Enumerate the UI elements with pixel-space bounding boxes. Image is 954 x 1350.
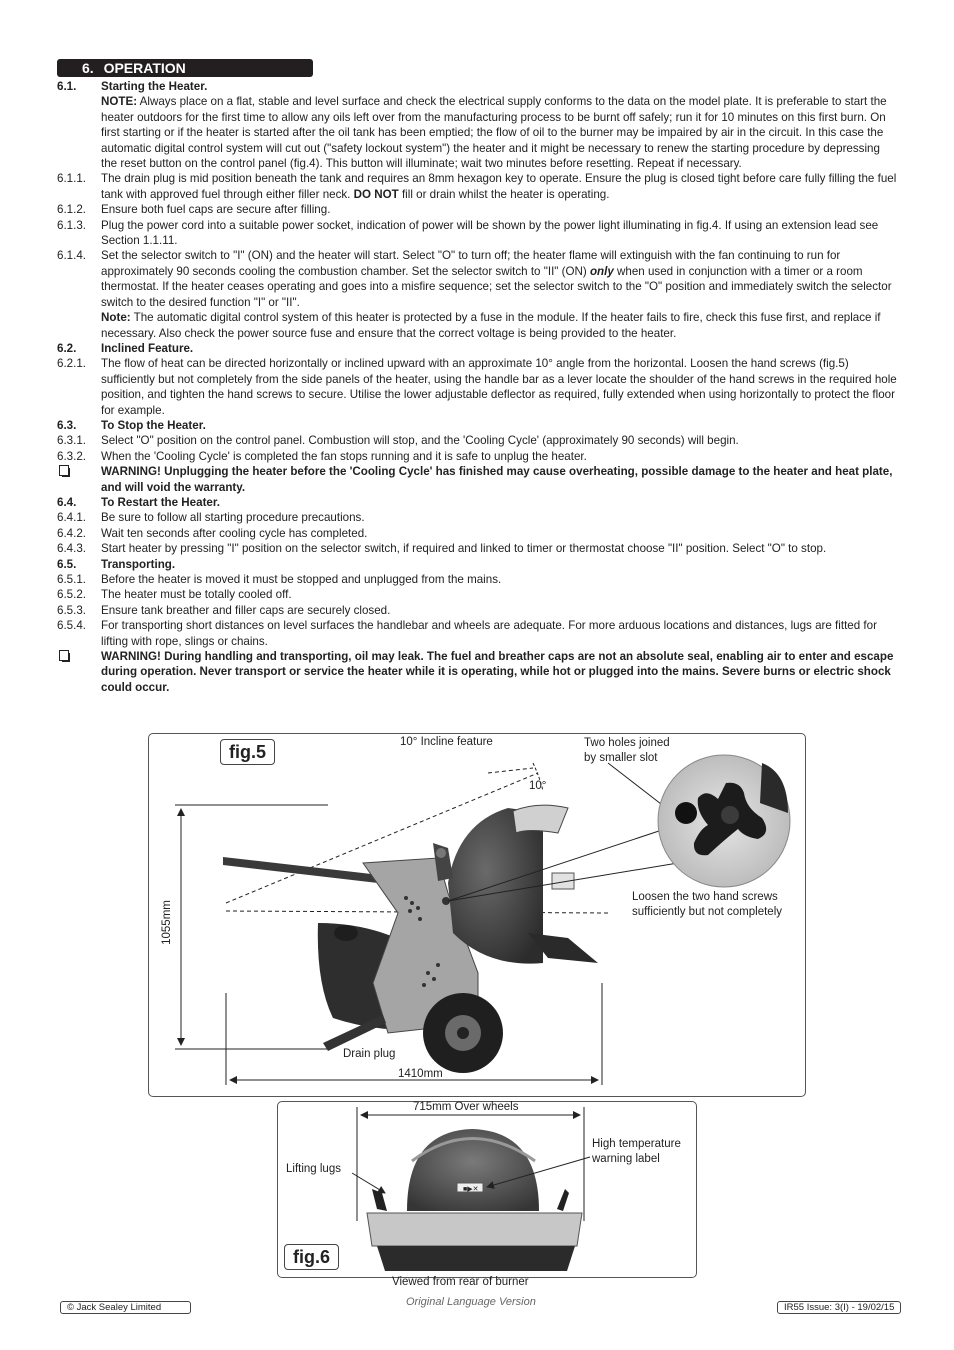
paragraph-number: 6.5. (57, 557, 77, 571)
paragraph-number: 6.1.3. (57, 218, 87, 232)
paragraph-row (57, 449, 897, 464)
operation-text (57, 79, 897, 695)
paragraph-number (57, 649, 101, 695)
paragraph-number: 6.3.1. (57, 434, 87, 448)
paragraph-text: Start heater by pressing "I" position on the selector switch, if required and linked to timer or thermostat choose "II" position. Select "O" to stop. (101, 542, 827, 556)
fig5-label: fig.5 (220, 739, 275, 765)
paragraph-row (57, 541, 897, 556)
paragraph-row (57, 495, 897, 510)
footer-center: Original Language Version (406, 1296, 536, 1308)
paragraph-row (57, 202, 897, 217)
paragraph-text: Ensure tank breather and filler caps are securely closed. (101, 603, 391, 617)
paragraph-row (57, 418, 897, 433)
paragraph-text: Select "O" position on the control panel. Combustion will stop, and the 'Cooling Cycle' (approximately 90 seconds) will begin. (101, 434, 739, 448)
paragraph-text: WARNING! Unplugging the heater before the 'Cooling Cycle' has finished may cause overheating, possible damage to the heater and heat plate, and will void the warranty. (101, 465, 893, 494)
svg-text:■▶✕: ■▶✕ (463, 1186, 479, 1193)
fig5-incline-label: 10° Incline feature (400, 736, 493, 748)
section-header (57, 59, 313, 77)
paragraph-text: Transporting. (101, 557, 176, 571)
section-number: 6. (82, 60, 94, 76)
paragraph-text: Ensure both fuel caps are secure after filling. (101, 203, 331, 217)
fig5-length-label: 1410mm (398, 1068, 443, 1080)
fig6-width-label: 715mm Over wheels (413, 1101, 519, 1113)
paragraph-row (57, 603, 897, 618)
paragraph-row (57, 341, 897, 356)
paragraph-number: 6.2. (57, 341, 77, 355)
paragraph-number: 6.3. (57, 418, 77, 432)
paragraph-number: 6.5.3. (57, 603, 87, 617)
paragraph-text: The flow of heat can be directed horizontally or inclined upward with an approximate 10° angle from the horizontal. Loosen the hand screws (fig.5) sufficiently but not completely from the side panels of the heater, using the handle bar as a lever locate the shoulder of the hand screws in the required hole position, and tighten the hand screws to secure. Utilise the lower adjustable deflector as required, fully extended when using horizontally to protect the floor for example. (101, 357, 897, 417)
section-title: OPERATION (103, 60, 186, 76)
paragraph-text: Before the heater is moved it must be stopped and unplugged from the mains. (101, 573, 502, 586)
paragraph-number: 6.4.1. (57, 511, 87, 525)
paragraph-text: Starting the Heater. NOTE: Always place on a flat, stable and level surface and check the electrical supply conforms to the data on the model plate. It is preferable to start the heater outdoors for the first time to allow any oils left over from the manufacturing process to be burnt off safely; run it for 10 minutes on this first burn. On first starting or if the heater is started after the oil tank has been emptied; the flow of oil to the burner may be impaired by air in the circuit. In this case the automatic digital control system will cut out ("safety lockout system") the heater and it might be necessary to renew the starting procedure by depressing the reset button on the control panel (fig.4). This button will illuminate; wait two minutes before resetting. Repeat if necessary. (101, 80, 887, 171)
paragraph-text: To Stop the Heater. (101, 418, 206, 432)
paragraph-number: 6.4.2. (57, 526, 87, 540)
paragraph-text: Set the selector switch to "I" (ON) and the heater will start. Select "O" to turn off; the heater flame will extinguish with the fan continuing to run for approximately 90 seconds cooling the combustion chamber. Set the selector switch to "II" (ON) only when used in conjunction with a timer or a room thermostat. If the heater ceases operating and goes into a misfire sequence; set the selector switch to the "O" position and immediately switch the selector switch to the desired function "I" or "II". Note: The automatic digital control system of this heater is protected by a fuse in the module. If the heater fails to fire, check this fuse first, and replace if necessary. Also check the power source fuse and ensure that the correct voltage is being provided to the heater. (101, 249, 892, 340)
paragraph-text: When the 'Cooling Cycle' is completed the fan stops running and it is safe to unplug the heater. (101, 449, 587, 463)
paragraph-row (57, 79, 897, 171)
paragraph-text: Plug the power cord into a suitable power socket, indication of power will be shown by the power light illuminating in fig.4. If using an extension lead see Section 1.1.11. (101, 218, 879, 248)
fig5-loosen-label-2: sufficiently but not completely (632, 906, 783, 918)
paragraph-row (57, 356, 897, 418)
warning-paragraph (57, 464, 897, 495)
checkbox-icon (59, 465, 69, 476)
paragraph-text: To Restart the Heater. (101, 495, 220, 509)
paragraph-row (57, 248, 897, 340)
fig5-holes-label-1: Two holes joined (584, 737, 670, 749)
footer-copyright: © Jack Sealey Limited (60, 1301, 191, 1314)
fig6-rear-illustration (277, 1101, 695, 1276)
paragraph-row (57, 572, 897, 587)
paragraph-text: The heater must be totally cooled off. (101, 588, 292, 602)
paragraph-row (57, 557, 897, 572)
paragraph-row (57, 526, 897, 541)
footer-issue: IR55 Issue: 3(I) - 19/02/15 (777, 1301, 901, 1314)
fig6-hightemp-label-1: High temperature (592, 1138, 681, 1150)
paragraph-text: For transporting short distances on level surfaces the handlebar and wheels are adequate. For more arduous locations and distances, lugs are fitted for lifting with rope, slings or chains. (101, 619, 877, 648)
paragraph-text: Wait ten seconds after cooling cycle has completed. (101, 526, 368, 540)
paragraph-row (57, 433, 897, 448)
paragraph-text: Inclined Feature. (101, 341, 194, 355)
fig5-heater-illustration (148, 733, 804, 1095)
fig6-hightemp-label-2: warning label (592, 1153, 660, 1165)
fig6-label: fig.6 (284, 1244, 339, 1270)
fig6-lugs-label: Lifting lugs (286, 1163, 341, 1175)
paragraph-number: 6.1.2. (57, 203, 87, 217)
paragraph-row (57, 587, 897, 602)
paragraph-text: Be sure to follow all starting procedure precautions. (101, 511, 365, 525)
paragraph-number: 6.1.4. (57, 249, 87, 263)
paragraph-number: 6.4.3. (57, 542, 87, 556)
fig6-viewed-label: Viewed from rear of burner (392, 1276, 529, 1288)
fig5-drain-label: Drain plug (343, 1048, 396, 1060)
paragraph-row (57, 171, 897, 202)
paragraph-number: 6.3.2. (57, 449, 87, 463)
paragraph-number: 6.4. (57, 495, 77, 509)
paragraph-number: 6.1. (57, 80, 77, 93)
paragraph-number: 6.5.1. (57, 573, 87, 586)
fig5-angle-label: 10° (529, 780, 547, 792)
paragraph-row (57, 618, 897, 649)
fig5-loosen-label-1: Loosen the two hand screws (632, 891, 778, 903)
paragraph-row (57, 218, 897, 249)
paragraph-number: 6.5.4. (57, 619, 87, 633)
fig5-holes-label-2: by smaller slot (584, 752, 658, 764)
fig5-height-label: 1055mm (160, 900, 173, 945)
paragraph-text: WARNING! During handling and transporting, oil may leak. The fuel and breather caps are not an absolute seal, enabling air to enter and escape during operation. Never transport or service the heater while it is operating, while hot or plugged into the mains. Severe burns or electric shock could occur. (101, 650, 894, 694)
paragraph-number: 6.5.2. (57, 588, 87, 602)
warning-paragraph (57, 649, 897, 695)
paragraph-number: 6.1.1. (57, 172, 87, 186)
checkbox-icon (59, 650, 69, 661)
paragraph-row (57, 510, 897, 525)
paragraph-text: The drain plug is mid position beneath the tank and requires an 8mm hexagon key to operate. Ensure the plug is closed tight before care fully filling the fuel tank with approved fuel through either filler neck. DO NOT fill or drain whilst the heater is operating. (101, 172, 897, 201)
paragraph-number (57, 464, 101, 495)
paragraph-number: 6.2.1. (57, 357, 87, 371)
